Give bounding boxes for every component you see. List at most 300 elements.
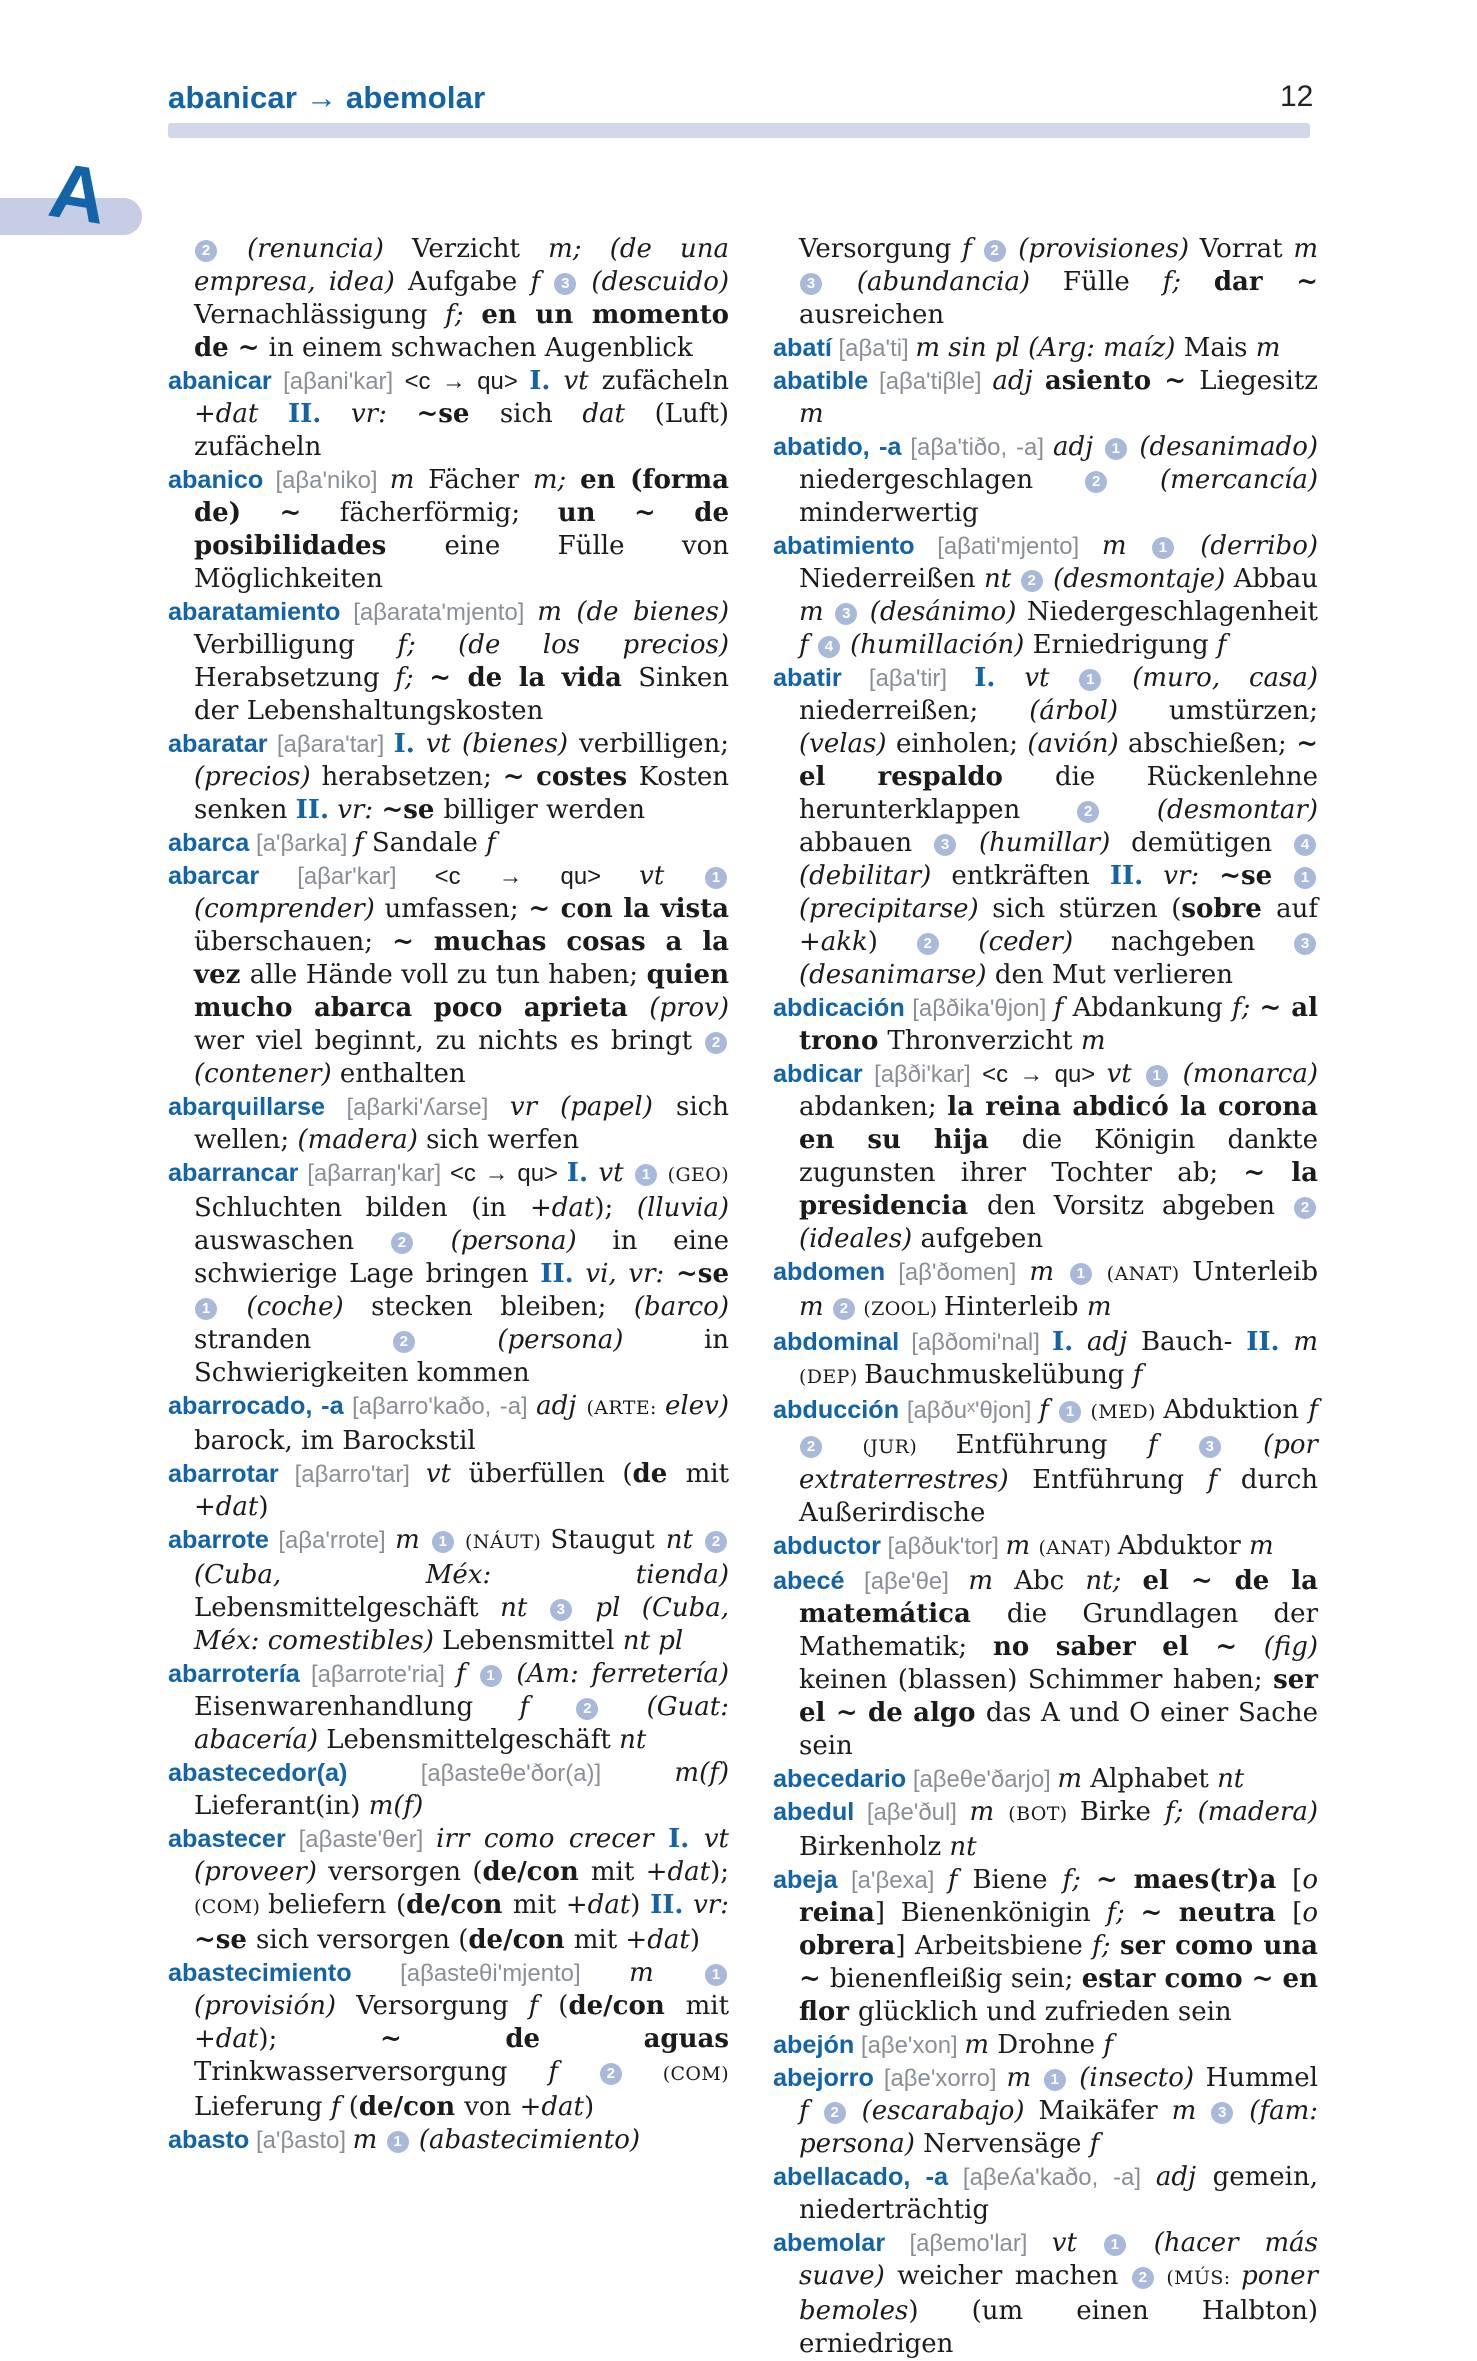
sense-label: (monarca): [1169, 1059, 1318, 1089]
sense-label: vt (bienes): [414, 729, 580, 759]
sense-label: (velas): [799, 729, 896, 759]
sense-number-badge: 3: [800, 273, 822, 295]
sense-number-badge: 2: [984, 240, 1006, 262]
entry-continuation: [773, 233, 1318, 332]
translation-text: den Mut verlieren: [994, 960, 1234, 990]
sense-label: vt: [550, 366, 602, 396]
domain-label: (MÚS:: [1155, 2267, 1242, 2289]
sense-label: f;: [445, 300, 482, 330]
example-phrase: ~ con la vista: [528, 894, 729, 924]
translation-text: in einem schwachen Augenblick: [268, 333, 693, 363]
sense-number-badge: 3: [1211, 2102, 1233, 2124]
translation-text: die Grundlagen der Mathematik;: [799, 1599, 1318, 1662]
part-roman-numeral: I.: [529, 366, 551, 396]
sense-number-badge: 1: [1105, 438, 1127, 460]
dictionary-entry: [773, 431, 1318, 530]
translation-text: Staugut: [550, 1525, 666, 1555]
translation-text: niedergeschlagen: [799, 465, 1085, 495]
sense-number-badge: 1: [387, 2131, 409, 2153]
translation-text: Entführung: [1032, 1465, 1208, 1495]
sense-label: m: [968, 1566, 1015, 1596]
translation-text: umfassen;: [384, 894, 529, 924]
sense-label: m: [1293, 234, 1318, 264]
page-number: 12: [1280, 80, 1314, 113]
headword: abatido, -a: [773, 433, 902, 461]
headword: abarrotar: [168, 1460, 279, 1488]
dictionary-entry: [773, 2062, 1318, 2161]
sense-label: f: [519, 1692, 576, 1722]
domain-label: (GEO): [659, 1164, 730, 1186]
phonetic-transcription: [aβa'rrote]: [268, 1527, 396, 1554]
translation-text: minderwertig: [799, 498, 979, 528]
translation-text: durch Außerirdische: [799, 1465, 1318, 1528]
sense-label: vt (proveer): [194, 1824, 729, 1887]
translation-text: Lieferung: [194, 2092, 331, 2122]
domain-label: (ANAT): [1093, 1263, 1193, 1285]
sense-label: (desanimarse): [799, 960, 995, 990]
sense-label: m: [389, 465, 429, 495]
sense-label: (persona): [416, 1325, 704, 1355]
translation-text: Vorrat: [1199, 234, 1294, 264]
headword: abastecimiento: [168, 1959, 352, 1987]
sense-number-badge: 3: [1294, 933, 1316, 955]
headword: abducción: [773, 1396, 900, 1424]
sense-label: f;: [1092, 1931, 1120, 1961]
sense-label: +dat: [565, 1890, 631, 1920]
translation-text: Erniedrigung: [1032, 630, 1217, 660]
dictionary-entry: [168, 860, 729, 1091]
translation-text: Drohne: [997, 2030, 1104, 2060]
sense-label: m: [1005, 1531, 1039, 1561]
dictionary-entry: [773, 365, 1318, 431]
phonetic-transcription: [aβ'ðomen]: [885, 1259, 1030, 1286]
sense-label: m sin pl (Arg: maíz): [915, 333, 1184, 363]
example-phrase: ~se: [381, 795, 444, 825]
part-roman-numeral: I.: [1052, 1327, 1074, 1357]
example-phrase: ~ el respaldo: [799, 729, 1318, 792]
translation-text: einholen;: [895, 729, 1028, 759]
translation-text: demütigen: [1131, 828, 1294, 858]
sense-label: poner bemoles: [799, 2261, 1318, 2326]
part-roman-numeral: II.: [1246, 1327, 1280, 1357]
headword: abaratar: [168, 730, 268, 758]
headword: abductor: [773, 1532, 881, 1560]
translation-text: Aufgabe: [407, 267, 531, 297]
domain-label: (MED): [1083, 1401, 1164, 1423]
conjugation-note: <c → qu>: [449, 1160, 567, 1187]
headword: abarrocado, -a: [168, 1392, 344, 1420]
translation-text: Versorgung: [356, 1991, 529, 2021]
sense-label: m; (de una empresa, idea): [194, 234, 730, 297]
sense-number-badge: 2: [705, 1531, 727, 1553]
sense-label: f;: [1106, 1898, 1141, 1928]
example-phrase: obrera: [799, 1931, 896, 1961]
sense-label: m: [629, 1958, 705, 1988]
phonetic-transcription: [a'βasto]: [249, 2127, 353, 2154]
sense-number-badge: 3: [1199, 1436, 1221, 1458]
translation-text: Mais: [1183, 333, 1256, 363]
translation-text: Biene: [972, 1865, 1063, 1895]
dictionary-entry: [168, 1524, 729, 1658]
sense-label: +dat: [194, 2024, 259, 2054]
translation-text: Kosten senken: [194, 762, 729, 825]
sense-label: f;: [1062, 1865, 1096, 1895]
translation-text: sich: [499, 399, 583, 429]
sense-label: m (de bienes): [537, 597, 730, 627]
example-phrase: de/con: [468, 1925, 574, 1955]
translation-text: weicher machen: [897, 2261, 1131, 2291]
translation-text: wer viel beginnt, zu nichts es bringt: [194, 1026, 704, 1056]
headword: abellacado, -a: [773, 2163, 949, 2191]
example-phrase: ~ muchas cosas a la vez: [194, 927, 729, 990]
sense-label: m: [1080, 1026, 1106, 1056]
sense-label: m: [1057, 1764, 1091, 1794]
sense-label: (humillar): [958, 828, 1132, 858]
translation-text: die Rückenlehne herunterklappen: [799, 762, 1318, 825]
sense-label: (provisión): [194, 1991, 357, 2021]
phonetic-transcription: [aβe'ðul]: [854, 1799, 970, 1826]
headword: abatí: [773, 334, 832, 362]
sense-label: (desanimado): [1128, 432, 1318, 462]
sense-label: m: [395, 1525, 431, 1555]
part-roman-numeral: I.: [566, 1158, 589, 1188]
translation-text: stecken bleiben;: [371, 1292, 634, 1322]
translation-text: abbauen: [799, 828, 934, 858]
dictionary-entry: [168, 1658, 729, 1757]
headword: abarrancar: [168, 1159, 299, 1187]
translation-text: verbilligen;: [579, 729, 729, 759]
dictionary-entry: [168, 1458, 729, 1524]
translation-text: Fülle: [1062, 267, 1163, 297]
column-right: [773, 233, 1318, 2361]
headword: abarrotería: [168, 1660, 300, 1688]
headword: abdominal: [773, 1328, 900, 1356]
translation-text: ): [258, 1492, 269, 1522]
example-phrase: asiento ~: [1044, 366, 1200, 396]
example-phrase: en un momento de ~: [194, 300, 729, 363]
sense-label: f: [456, 1659, 479, 1689]
sense-label: (precipitarse): [799, 894, 993, 924]
headword: abarquillarse: [168, 1093, 325, 1121]
sense-label: m;: [532, 465, 581, 495]
dictionary-entry: [168, 1757, 729, 1823]
conjugation-note: <c → qu>: [982, 1061, 1107, 1088]
sense-label: f: [354, 828, 372, 858]
domain-label: (NÁUT): [455, 1531, 551, 1553]
part-roman-numeral: II.: [540, 1259, 574, 1289]
sense-label: f: [548, 2057, 599, 2087]
dictionary-entry: [168, 2124, 729, 2157]
example-phrase: ~ neutra: [1140, 1898, 1293, 1928]
translation-text: Abbau: [1233, 564, 1318, 594]
headword: abatimiento: [773, 532, 915, 560]
sense-label: pl (Cuba, Méx: comestibles): [194, 1593, 729, 1656]
headword: abatir: [773, 664, 842, 692]
part-roman-numeral: II.: [295, 795, 330, 825]
translation-text: bienenfleißig sein;: [829, 1964, 1082, 1994]
translation-text: Lebensmittelgeschäft: [326, 1725, 620, 1755]
translation-text: Hummel: [1205, 2063, 1318, 2093]
header-divider-bar: [168, 123, 1310, 138]
sense-label: (escarabajo): [847, 2096, 1039, 2126]
translation-text: Lebensmittelgeschäft: [194, 1593, 501, 1623]
sense-label: m: [1249, 1531, 1274, 1561]
sense-label: vr:: [683, 1890, 729, 1920]
phonetic-transcription: [aβara'tar]: [267, 731, 394, 758]
example-phrase: de: [632, 1459, 686, 1489]
sense-label: f: [1207, 1465, 1241, 1495]
example-phrase: ser el ~ de algo: [799, 1665, 1318, 1728]
dictionary-entry: [168, 365, 729, 464]
example-phrase: ~ la presidencia: [799, 1158, 1318, 1221]
sense-label: m: [969, 1797, 1009, 1827]
translation-text: Birkenholz: [799, 1832, 950, 1862]
part-roman-numeral: II.: [1109, 861, 1144, 891]
translation-text: Liegesitz: [1199, 366, 1318, 396]
entry-continuation: [168, 233, 729, 365]
sense-label: (coche): [219, 1292, 372, 1322]
headword: abasto: [168, 2126, 250, 2154]
translation-text: mit: [573, 1925, 626, 1955]
translation-text: Sinken der Lebenshaltungskosten: [194, 663, 729, 726]
translation-text: die Königin dankte zugunsten ihrer Tochter ab;: [799, 1125, 1318, 1188]
phonetic-transcription: [aβarrote'ria]: [299, 1661, 457, 1688]
headword: abatible: [773, 367, 869, 395]
translation-text: fächerförmig;: [339, 498, 558, 528]
example-phrase: ~se: [676, 1259, 729, 1289]
translation-text: Abc: [1014, 1566, 1086, 1596]
domain-label: (ANAT): [1038, 1537, 1118, 1559]
translation-text: billiger werden: [443, 795, 645, 825]
sense-number-badge: 2: [1077, 801, 1099, 823]
translation-text: Abdankung: [1072, 993, 1232, 1023]
domain-label: (COM): [623, 2063, 730, 2085]
dictionary-entry: [168, 1957, 729, 2124]
sense-label: m: [799, 597, 835, 627]
example-phrase: estar como ~ en flor: [799, 1964, 1318, 2027]
sense-label: (ceder): [940, 927, 1111, 957]
sense-number-badge: 3: [835, 603, 857, 625]
translation-text: stranden: [194, 1325, 392, 1355]
phonetic-transcription: [aβa'tir]: [841, 665, 975, 692]
dictionary-entry: [773, 2029, 1318, 2062]
sense-label: (abundancia): [824, 267, 1063, 297]
sense-label: (abastecimiento): [410, 2125, 641, 2155]
phonetic-transcription: [aβemo'lar]: [885, 2230, 1052, 2257]
translation-text: sich werfen: [426, 1125, 580, 1155]
phonetic-transcription: [aβarata'mjento]: [340, 599, 538, 626]
sense-label: m: [1101, 531, 1151, 561]
sense-number-badge: 2: [391, 1232, 413, 1254]
sense-number-badge: 1: [1070, 1263, 1092, 1285]
sense-label: f: [1039, 1395, 1059, 1425]
example-phrase: ser como una ~: [799, 1931, 1318, 1994]
translation-text: Versorgung: [799, 234, 963, 264]
translation-text: enthalten: [339, 1059, 466, 1089]
translation-text: Bauch-: [1140, 1327, 1247, 1357]
sense-number-badge: 3: [550, 1599, 572, 1621]
sense-label: f: [799, 2096, 823, 2126]
translation-text: Abduktion: [1163, 1395, 1309, 1425]
headword: abastecer: [168, 1825, 286, 1853]
example-phrase: sobre: [1181, 894, 1277, 924]
dictionary-entry: [773, 1864, 1318, 2029]
sense-label: (humillación): [841, 630, 1033, 660]
sense-label: f: [1132, 1360, 1143, 1390]
sense-number-badge: 2: [705, 1032, 727, 1054]
sense-number-badge: 2: [917, 933, 939, 955]
sense-label: f; (de los precios): [397, 630, 729, 660]
translation-text: überschauen;: [194, 927, 393, 957]
headword: abedul: [773, 1798, 855, 1826]
translation-text: ): [583, 2092, 595, 2122]
translation-text: ) (um einen Halbton) erniedrigen: [799, 2296, 1318, 2359]
domain-label: (JUR): [824, 1436, 956, 1458]
sense-number-badge: 1: [1152, 537, 1174, 559]
domain-label: (ARTE:: [586, 1397, 666, 1419]
example-phrase: ~ maes(tr)a: [1095, 1865, 1293, 1895]
phonetic-transcription: [aβa'ti]: [831, 335, 916, 362]
dictionary-entry: [168, 1390, 729, 1458]
sense-number-badge: 2: [393, 1331, 415, 1353]
sense-label: nt pl: [622, 1626, 684, 1656]
sense-label: vt: [425, 1459, 469, 1489]
sense-number-badge: 1: [1059, 1401, 1081, 1423]
phonetic-transcription: [aβani'kar]: [271, 368, 405, 395]
sense-label: (prov): [649, 993, 729, 1023]
phonetic-transcription: [a'βexa]: [837, 1867, 948, 1894]
translation-text: ): [689, 1925, 700, 1955]
headword: abarca: [168, 829, 250, 857]
translation-text: eine Fülle von Möglichkeiten: [194, 531, 729, 594]
phonetic-transcription: [aβarro'kaðo, -a]: [343, 1393, 537, 1420]
sense-number-badge: 2: [600, 2063, 622, 2085]
sense-label: +dat: [519, 2092, 584, 2122]
sense-label: (ideales): [799, 1224, 921, 1254]
domain-label: (ZOOL): [856, 1298, 944, 1320]
headword: abanico: [168, 466, 264, 494]
translation-text: ausreichen: [799, 300, 945, 330]
sense-label: adj: [1155, 2162, 1213, 2192]
translation-text: Lieferant(in): [194, 1791, 369, 1821]
sense-label: m: [1086, 1292, 1112, 1322]
dictionary-entry: [168, 1091, 729, 1157]
sense-label: +dat: [194, 399, 288, 429]
example-phrase: ~ de aguas: [380, 2024, 729, 2054]
phonetic-transcription: [aβeθe'ðarjo]: [906, 1766, 1058, 1793]
headword: abeja: [773, 1866, 838, 1894]
translation-text: Nervensäge: [923, 2129, 1090, 2159]
translation-text: Sandale: [371, 828, 487, 858]
sense-number-badge: 1: [1044, 2069, 1066, 2091]
sense-label: (desmontaje): [1044, 564, 1234, 594]
translation-text: [: [1292, 1898, 1303, 1928]
sense-label: nt: [984, 564, 1020, 594]
sense-label: f: [1308, 1395, 1318, 1425]
translation-text: Abduktor: [1117, 1531, 1250, 1561]
phonetic-transcription: [aβe'θe]: [844, 1568, 969, 1595]
translation-text: Entführung: [955, 1430, 1148, 1460]
example-phrase: ~ costes: [502, 762, 639, 792]
phonetic-transcription: [aβa'niko]: [263, 467, 390, 494]
sense-number-badge: 4: [1294, 834, 1316, 856]
sense-label: +dat: [194, 1492, 259, 1522]
sense-number-badge: 1: [432, 1531, 454, 1553]
translation-text: alle Hände voll zu tun haben;: [249, 960, 647, 990]
translation-text: Birke: [1079, 1797, 1166, 1827]
sense-label: nt: [665, 1525, 705, 1555]
sense-label: m: [1279, 1327, 1318, 1357]
sense-number-badge: 2: [195, 240, 217, 262]
dictionary-columns: [168, 233, 1318, 2361]
translation-text: Maikäfer: [1038, 2096, 1172, 2126]
translation-text: mit: [590, 1857, 646, 1887]
phonetic-transcription: [aβðuˣ'θjon]: [899, 1397, 1040, 1424]
phonetic-transcription: [aβðika'θjon]: [904, 995, 1054, 1022]
sense-label: vr:: [1143, 861, 1220, 891]
sense-label: (por extraterrestres): [799, 1430, 1318, 1495]
translation-text: niederreißen;: [799, 696, 1030, 726]
headword: abejorro: [773, 2064, 874, 2092]
translation-text: aufgeben: [920, 1224, 1044, 1254]
headword: abarrote: [168, 1526, 269, 1554]
sense-label: vt: [1106, 1059, 1145, 1089]
dictionary-entry: [773, 1796, 1318, 1864]
sense-label: vt: [1051, 2228, 1103, 2258]
phonetic-transcription: [aβarki'ʎarse]: [325, 1094, 510, 1121]
translation-text: Verbilligung: [194, 630, 398, 660]
sense-number-badge: 3: [554, 273, 576, 295]
sense-label: (Am: ferretería): [503, 1659, 730, 1689]
dictionary-entry: [773, 662, 1318, 992]
dictionary-entry: [773, 1256, 1318, 1326]
phonetic-transcription: [aβaste'θer]: [285, 1826, 437, 1853]
sense-label: nt: [949, 1832, 977, 1862]
headword: abemolar: [773, 2229, 886, 2257]
translation-text: Schluchten bilden (in: [194, 1193, 530, 1223]
translation-text: glücklich und zufrieden sein: [858, 1997, 1232, 2027]
sense-label: m: [799, 1292, 832, 1322]
dictionary-entry: [773, 1530, 1318, 1565]
example-phrase: el ~ de la matemática: [799, 1566, 1319, 1629]
translation-text: herabsetzen;: [321, 762, 503, 792]
translation-text: );: [258, 2024, 381, 2054]
translation-text: sich versorgen (: [256, 1925, 469, 1955]
sense-label: f: [1216, 630, 1227, 660]
translation-text: Verzicht: [412, 234, 549, 264]
sense-label: m: [352, 2125, 386, 2155]
sense-label: f;: [395, 663, 430, 693]
translation-text: (Luft) zufächeln: [194, 399, 729, 462]
translation-text: nachgeben: [1110, 927, 1293, 957]
sense-label: dat: [582, 399, 655, 429]
translation-text: (: [348, 2092, 359, 2122]
translation-text: );: [710, 1857, 729, 1887]
sense-label: (derribo): [1175, 531, 1319, 561]
sense-label: vt: [995, 663, 1079, 693]
dictionary-entry: [168, 464, 729, 596]
translation-text: Niedergeschlagenheit: [1026, 597, 1318, 627]
translation-text: den Vorsitz abgeben: [986, 1191, 1294, 1221]
translation-text: gemein, niederträchtig: [799, 2162, 1318, 2225]
sense-label: +dat: [529, 1193, 595, 1223]
headword: abejón: [773, 2031, 855, 2059]
sense-label: (descuido): [578, 267, 729, 297]
translation-text: (: [558, 1991, 569, 2021]
sense-label: f: [1053, 993, 1073, 1023]
sense-label: f: [1147, 1430, 1198, 1460]
sense-label: f; (madera): [1165, 1797, 1318, 1827]
